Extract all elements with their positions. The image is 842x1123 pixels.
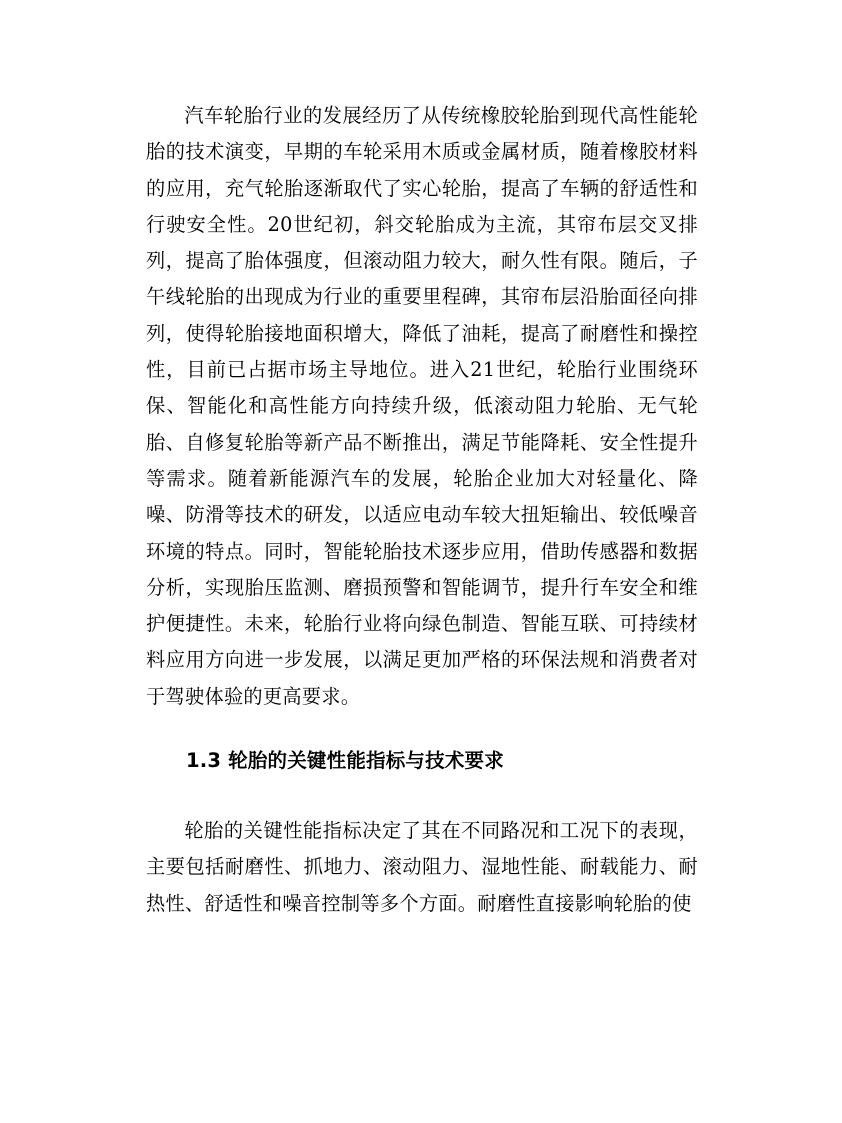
body-paragraph-key-performance: 轮胎的关键性能指标决定了其在不同路况和工况下的表现，主要包括耐磨性、抓地力、滚动阻力、湿地性能、耐载能力、耐热性、舒适性和噪音控制等多个方面。耐磨性直接影响轮胎的使 (146, 819, 698, 915)
spacer (146, 715, 698, 743)
body-paragraph-tire-industry-history: 汽车轮胎行业的发展经历了从传统橡胶轮胎到现代高性能轮胎的技术演变，早期的车轮采用木质或金属材质，随着橡胶材料的应用，充气轮胎逐渐取代了实心轮胎，提高了车辆的舒适性和行驶安全性。20世纪初，斜交轮胎成为主流，其帘布层交叉排列，提高了胎体强度，但滚动阻力较大，耐久性有限。随后，子午线轮胎的出现成为行业的重要里程碑，其帘布层沿胎面径向排列，使得轮胎接地面积增大，降低了油耗，提高了耐磨性和操控性，目前已占据市场主导地位。进入21世纪，轮胎行业围绕环保、智能化和高性能方向持续升级，低滚动阻力轮胎、无气轮胎、自修复轮胎等新产品不断推出，满足节能降耗、安全性提升等需求。随着新能源汽车的发展，轮胎企业加大对轻量化、降噪、防滑等技术的研发，以适应电动车较大扭矩输出、较低噪音环境的特点。同时，智能轮胎技术逐步应用，借助传感器和数据分析，实现胎压监测、磨损预警和智能调节，提升行车安全和维护便捷性。未来，轮胎行业将向绿色制造、智能互联、可持续材料应用方向进一步发展，以满足更加严格的环保法规和消费者对于驾驶体验的更高要求。 (146, 104, 698, 708)
spacer (146, 779, 698, 813)
page-content (146, 98, 698, 922)
section-heading: 1.3 轮胎的关键性能指标与技术要求 (186, 749, 504, 773)
